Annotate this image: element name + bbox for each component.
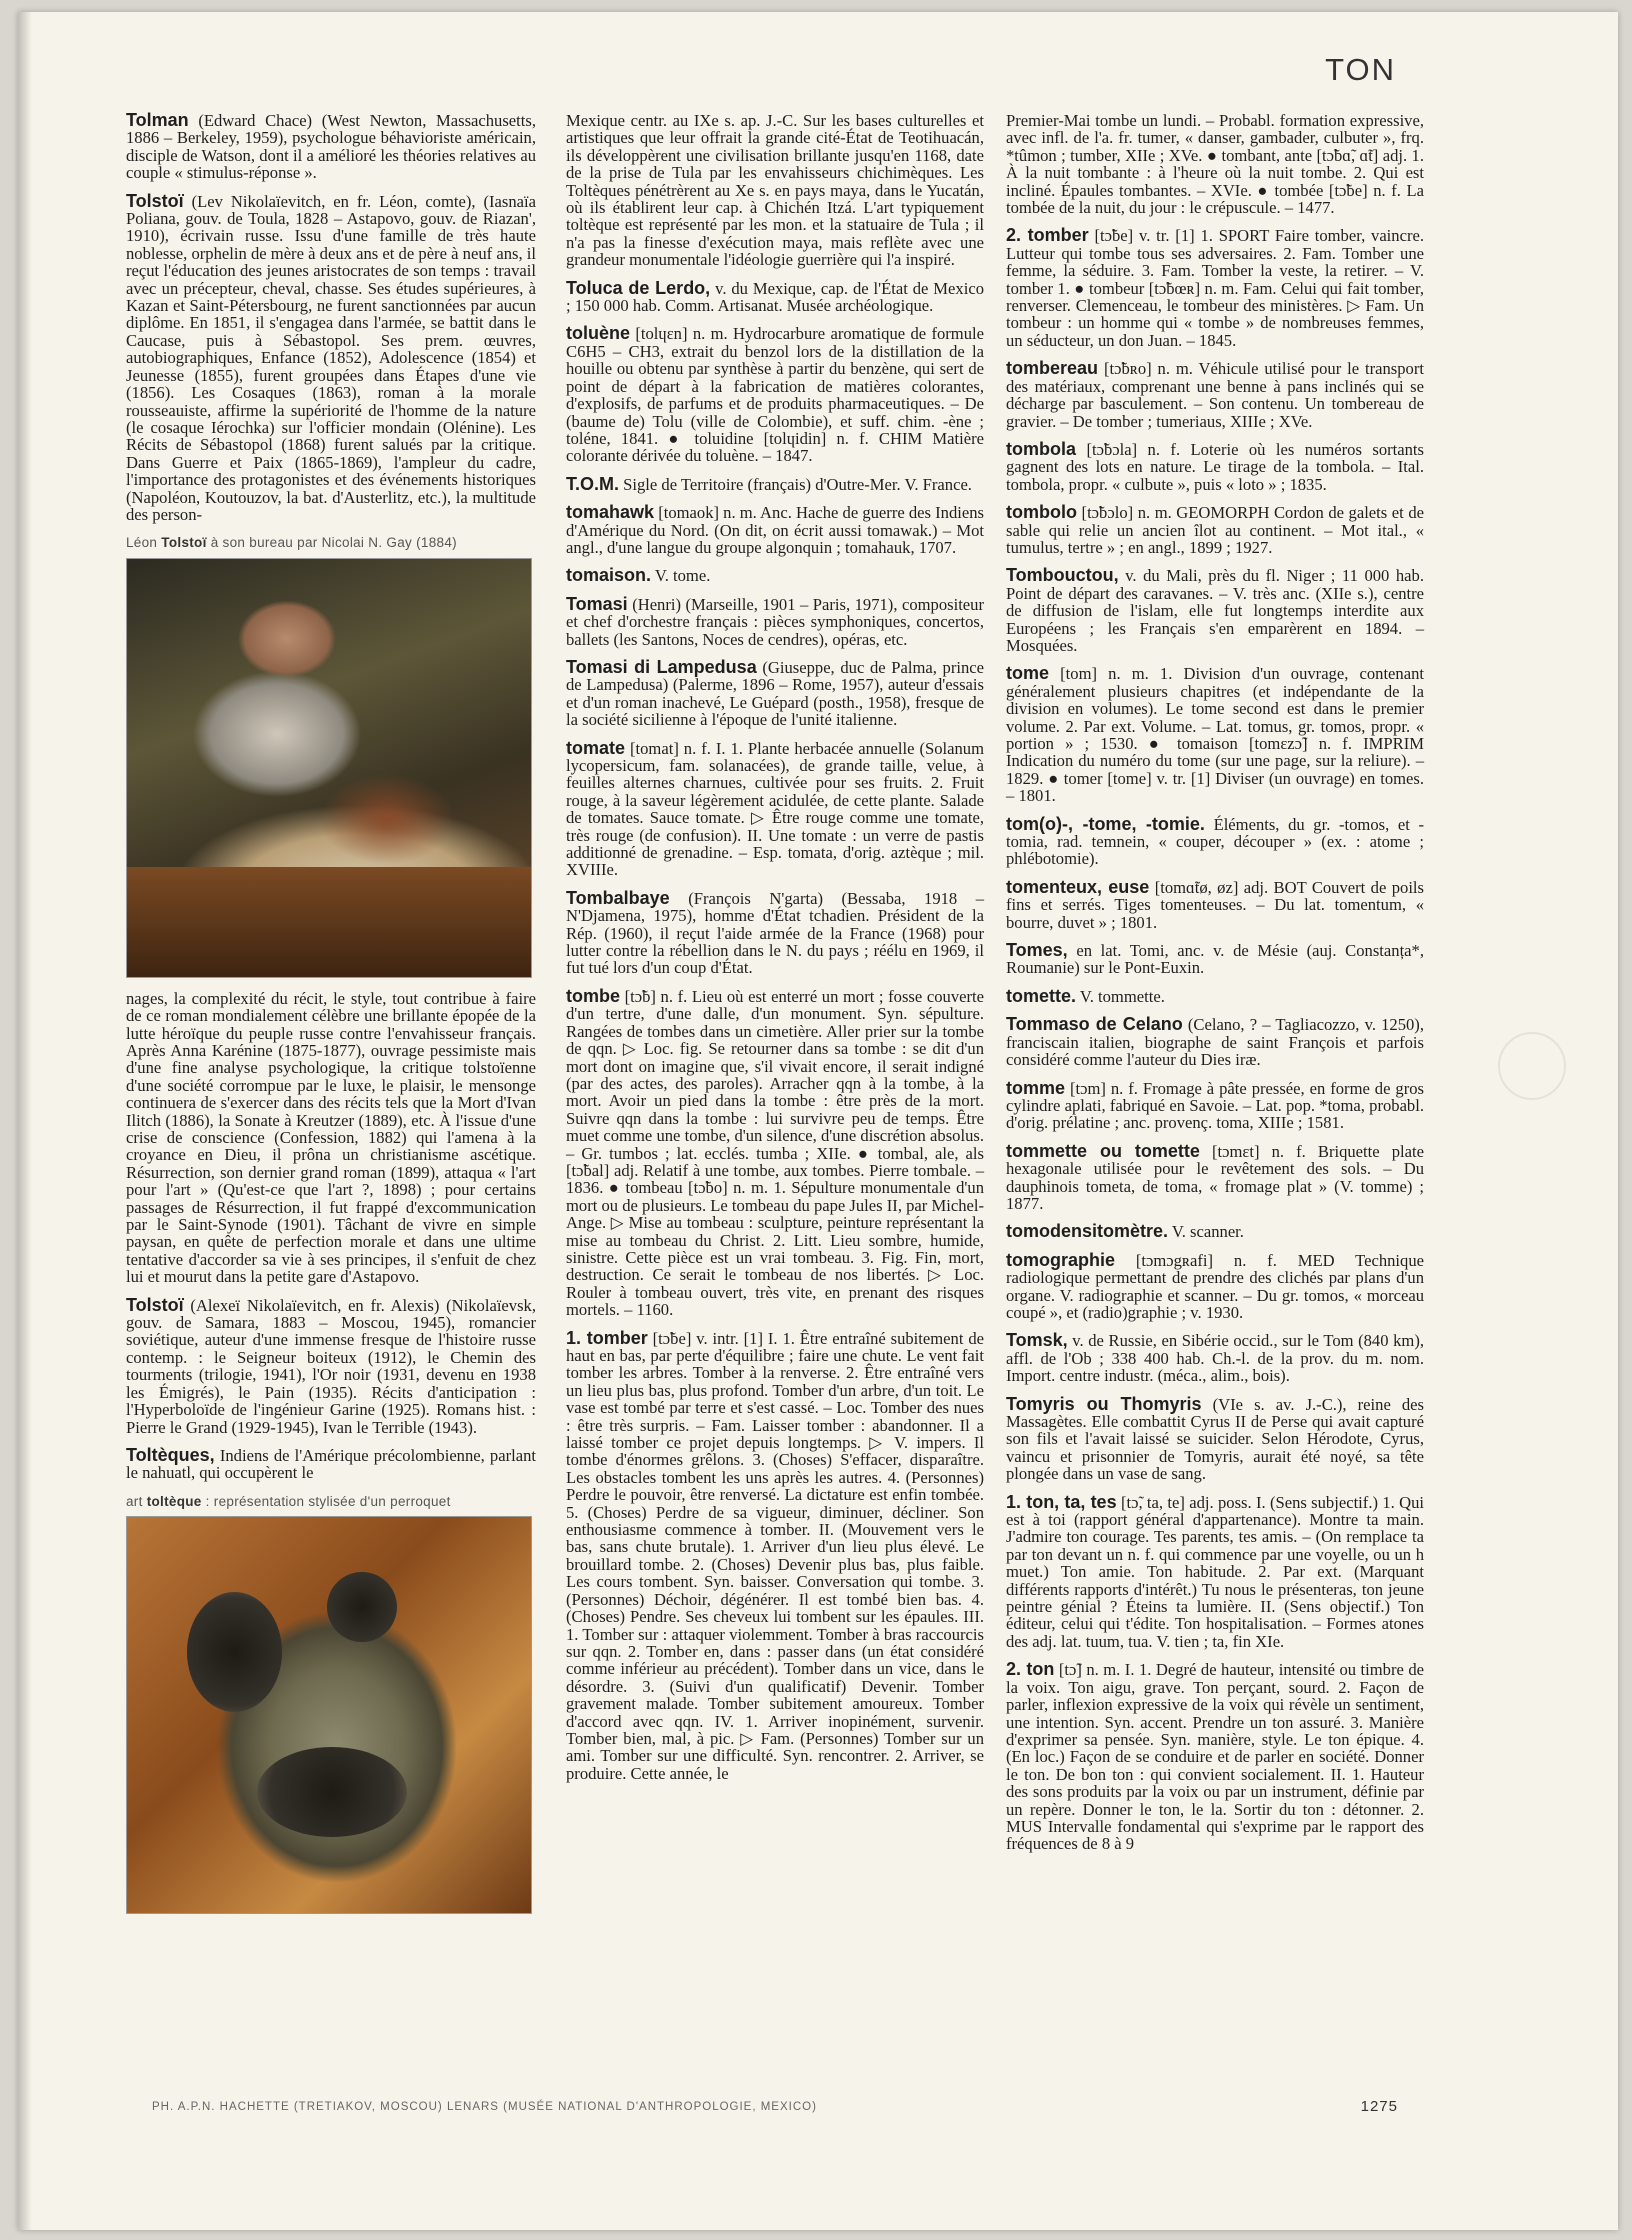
headword: tome (1006, 663, 1050, 684)
headword: tomodensitomètre. (1006, 1221, 1169, 1242)
headword: tombereau (1006, 358, 1099, 379)
entry-tolteques (126, 1444, 537, 1483)
headword: Tomyris ou Thomyris (1006, 1393, 1202, 1414)
headword: Tomasi (566, 593, 628, 614)
entry-tomenteux (1006, 876, 1424, 932)
entry-tommette (1006, 1140, 1424, 1213)
headword: tomate (566, 737, 626, 758)
definition: v. de Russie, en Sibérie occid., sur le Tom (840 km), affl. de l'Ob ; 338 400 hab. Ch.-l. de la prov. du m. nom. Import. centre industr. (méca., alim., bois). (1006, 1331, 1425, 1386)
photo-credit: PH. A.P.N. HACHETTE (TRETIAKOV, MOSCOU) LENARS (MUSÉE NATIONAL D'ANTHROPOLOGIE, MEXICO) (152, 2101, 817, 2113)
definition: [tomat] n. f. I. 1. Plante herbacée annuelle (Solanum lycopersicum, fam. solanacées), de grande taille, velue, à feuilles alternes charnues, cultivée pour ses fruits. 2. Fruit rouge, à la saveur légèrement acidulée, de cette plante. Salade de tomates. Sauce tomate. ▷ Être rouge comme une tomate, très rouge (de confusion). II. Une tomate : un verre de pastis additionné de grenadine. – Esp. tomata, d'orig. aztèque ; mil. XVIIIe. (566, 738, 984, 880)
definition: [tɔ̃be] v. intr. [1] I. 1. Être entraîné subitement de haut en bas, par perte d'équilibre ; faire une chute. Le vent fait tomber les arbres. Tomber à la renverse. 2. Être entraîné vers un lieu plus bas, plus profond. Tomber d'un arbre, d'un toit. Le vase est tombé par terre et s'est cassé. – Loc. Tomber des nues : être très surpris. – Fam. Laisser tomber : abandonner. Il a laissé tomber ce projet depuis longtemps. ▷ V. impers. Il tombe d'énormes grêlons. 3. (Choses) S'effacer, disparaître. Les obstacles tombent les uns après les autres. 4. (Personnes) Perdre le pouvoir, être renversé. La dictature est enfin tombée. 5. (Choses) Perdre de sa vigueur, diminuer, décliner. Son enthousiasme commence à tomber. II. (Mouvement vers le bas, sans chute brutale). 1. Arriver d'un lieu plus élevé. Le brouillard tombe. 2. (Choses) Devenir plus bas, plus faible. Les cours tombent. Syn. baisser. Conversation qui tombe. 3. (Personnes) Déchoir, dégénérer. Il est tombé bien bas. 4. (Choses) Pendre. Ses cheveux lui tombent sur les épaules. III. 1. Tomber sur : attaquer violemment. Tomber à bras raccourcis sur qqn. 2. Tomber en, dans : passer dans (un état considéré comme inférieur au précédent). Tomber dans un vice, dans le désordre. 3. (Suivi d'un qualificatif) Devenir. Tomber gravement malade. Tomber subitement amoureux. Tomber d'accord avec qqn. IV. 1. Arriver inopinément, survenir. Tomber bien, mal, à pic. ▷ Fam. (Personnes) Tomber sur un ami. Tomber sur une difficulté. Syn. rencontrer. 2. Arriver, se produire. Cette année, le (566, 1328, 984, 1783)
headword: Tomes, (1006, 940, 1068, 961)
entry-tom (566, 473, 984, 494)
entry-tomographie (1006, 1249, 1424, 1322)
entry-tomate (566, 737, 984, 880)
headword: Tolstoï (126, 190, 184, 211)
entry-toluene (566, 325, 984, 464)
entry-tomahawk (566, 504, 984, 556)
definition: [tɔmɔgʀafi] n. f. MED Technique radiologique permettant de prendre des clichés par plans d'un organe. V. radiographie et scanner. – Du gr. tomos, « morceau coupé », et (radio)graphie ; v. 1930. (1006, 1250, 1424, 1322)
entry-tolstoi-leon (126, 190, 536, 524)
caption-tolstoi-painting: Léon Tolstoï à son bureau par Nicolai N. Gay (1884) (126, 535, 457, 551)
definition: V. scanner. (1171, 1222, 1244, 1242)
entry-tolstoi-alexei (126, 1294, 536, 1437)
entry-tomodensitometre (1006, 1223, 1424, 1240)
headword: Tomasi di Lampedusa (566, 656, 757, 677)
column-middle (566, 112, 984, 1793)
entry-tommaso-de-celano (1006, 1016, 1424, 1068)
definition: [tɔ̃bɔla] n. f. Loterie où les numéros sortants gagnent des lots en nature. Le tirage de la tombola. – Ital. tombola, propr. « culbute », puis « loto » ; 1835. (1006, 439, 1424, 494)
headword: tom(o)-, -tome, -tomie. (1006, 813, 1205, 834)
column-left (126, 112, 536, 1926)
definition: [tolɥɛn] n. m. Hydrocarbure aromatique de formule C6H5 – CH3, extrait du benzol lors de la distillation de la houille ou obtenu par synthèse à partir du benzène, qui sert de point de départ à la fabrication de matières colorantes, d'explosifs, de parfums et de produits pharmaceutiques. – De (baume de) Tolu (ville de Colombie), et suff. chim. -ène ; toléne, 1841. ● toluidine [tolɥidin] n. f. CHIM Matière colorante dérivée du toluène. – 1847. (566, 324, 984, 466)
definition: (Giuseppe, duc de Palma, prince de Lampedusa) (Palerme, 1896 – Rome, 1957), auteur d'essais et d'un roman inachevé, Le Guépard (posth., 1958), fresque de la société sicilienne à l'époque de l'unité italienne. (566, 657, 984, 730)
definition: (Celano, ? – Tagliacozzo, v. 1250), franciscain italien, biographe de saint François et parfois considéré comme l'auteur du Dies iræ. (1006, 1015, 1424, 1070)
definition: (François N'garta) (Bessaba, 1918 – N'Djamena, 1975), homme d'État tchadien. Président de la Rép. (1960), il reçut l'aide armée de la France (1968) pour lutter contre la rébellion dans le N. du pays ; réélu en 1969, il fut tué lors d'un coup d'État. (566, 888, 984, 978)
painting-portrait-icon (126, 558, 532, 978)
headword: tombe (566, 985, 620, 1006)
definition: [tɔ̃bʀo] n. m. Véhicule utilisé pour le transport des matériaux, comprenant une benne à pans inclinés qui se décharge par basculement. – Son contenu. Un tombereau de gravier. – De tomber ; tumeriaus, XIIIe ; XVe. (1006, 359, 1424, 431)
entry-tomber-1-cont (1006, 112, 1424, 216)
definition: (Alexeï Nikolaïevitch, en fr. Alexis) (Nikolaïevsk, gouv. de Samara, 1883 – Moscou, 1945), romancier soviétique, auteur d'une immense fresque de l'histoire russe contemp. : le Seigneur boiteux (1912), le Chemin des tourments (trilogie, 1941), l'Or noir (1931, devenu en 1938 les Émigrés), le Pain (1935). Récits d'anticipation : l'Hyperboloïde de l'ingénieur Garine (1925). Romans hist. : Pierre le Grand (1929-1945), Ivan le Terrible (1943). (126, 1295, 536, 1437)
headword: Toluca de Lerdo, (566, 277, 711, 298)
definition: V. tome. (654, 566, 711, 586)
entry-tombouctou (1006, 567, 1424, 654)
definition: en lat. Tomi, anc. v. de Mésie (auj. Constanța*, Roumanie) sur le Pont-Euxin. (1006, 941, 1424, 978)
headword: tomographie (1006, 1249, 1116, 1270)
headword: tommette ou tomette (1006, 1140, 1200, 1161)
headword: Tommaso de Celano (1006, 1014, 1183, 1035)
definition: Mexique centr. au IXe s. ap. J.-C. Sur les bases culturelles et artistiques que leur offrait la grande cité-État de Teotihuacán, ils développèrent une civilisation brillante jusqu'en 1168, date de la prise de Tula par les envahisseurs chichimèques. Les Toltèques pénétrèrent au Xe s. en pays maya, dans le Yucatán, où ils établirent leur cap. à Chichén Itzá. L'art typiquement toltèque est représenté par les mon. et la statuaire de Tula ; il n'a pas la finesse d'exécution maya, mais reflète avec une grandeur monumentale l'idéologie guerrière qui l'a inspiré. (566, 111, 984, 270)
entry-tomaison (566, 567, 984, 584)
entry-tomasi-di-lampedusa (566, 656, 984, 730)
definition: [tɔ̃bɔlo] n. m. GEOMORPH Cordon de galets et de sable qui relie un ancien îlot au continent. – Mot ital., « tumulus, tertre » ; en angl., 1899 ; 1927. (1006, 503, 1424, 557)
entry-tolteques-cont (566, 112, 984, 269)
definition: [tomaok] n. m. Anc. Hache de guerre des Indiens d'Amérique du Nord. (On dit, on écrit aussi tomawak.) – Mot angl., d'une langue du groupe algonquin ; tomahauk, 1707. (566, 503, 984, 557)
sculpture-beak (257, 1747, 407, 1837)
definition: v. du Mexique, cap. de l'État de Mexico ; 150 000 hab. Comm. Artisanat. Musée archéologique. (566, 278, 984, 316)
headword: tomahawk (566, 502, 655, 523)
headword: tombolo (1006, 502, 1077, 523)
entry-tomber-1 (566, 1327, 984, 1783)
definition: (Henri) (Marseille, 1901 – Paris, 1971), compositeur et chef d'orchestre français : pièces symphoniques, concertos, ballets (les Santons, Noces de cendres), opéras, etc. (566, 594, 984, 649)
definition: [tɔmɛt] n. f. Briquette plate hexagonale utilisée pour le revêtement des sols. – Du dauphinois tometa, de toma, « fromage plat » (V. tomme) ; 1877. (1006, 1141, 1424, 1213)
headword: 2. tomber (1006, 225, 1089, 246)
margin-ring-mark (1498, 1032, 1566, 1100)
desk-detail (127, 867, 531, 977)
headword: Tomsk, (1006, 1330, 1068, 1351)
headword: tomme (1006, 1077, 1066, 1098)
definition: nages, la complexité du récit, le style, tout contribue à faire de ce roman mondialement célèbre une brillante épopée de la lutte héroïque du peuple russe contre l'envahisseur français. Après Anna Karénine (1875-1877), ouvrage pessimiste mais d'une fine analyse psychologique, la critique tolstoïenne d'une société corrompue par le luxe, le plaisir, le mensonge continuera de s'exercer dans des récits tels que la Mort d'Ivan Ilitch (1886), la Sonate à Kreutzer (1889), etc. À l'issue d'une crise de conscience (Confession, 1882) qui l'amena à la croyance en Dieu, il prôna un christianisme ascétique. Résurrection, son dernier grand roman (1899), attaqua « l'art pour l'art » (Qu'est-ce que l'art ?, 1898) ; pour certains passages de Résurrection, il fut frappé d'excommunication par le Saint-Synode (1901). Tâchant de vivre en simple paysan, en quête de perfection morale et dans une ultime tentative d'accorder sa vie à ses principes, il s'enfuit de chez lui et mourut dans la petite gare d'Astapovo. (126, 988, 536, 1287)
sculpture-eye-right (327, 1572, 397, 1642)
headword: 1. tomber (566, 1327, 648, 1348)
entry-tolstoi-leon-cont (126, 990, 536, 1286)
definition: [tɔ̃, ta, te] adj. poss. I. (Sens subjectif.) 1. Qui est à toi (rapport général d'appartenance). Montre ta main. J'admire ton courage. Tes parents, tes amis. – (On remplace ta par ton devant un n. f. qui commence par une voyelle, ou un h muet.) Ton amie. Ton habitude. 2. Par ext. (Marquant différents rapports d'intérêt.) Tu nous le présenteras, ton jeune peintre génial ? Éteins ta lumière. II. (Sens objectif.) Ton éditeur, celui qui t'édite. Ton hospitalisation. – Formes atones des adj. lat. tuum, tua. V. tien ; ta, fin XIe. (1006, 1492, 1424, 1651)
binding-shadow (18, 12, 32, 2230)
definition: [tomɑ̃tø, øz] adj. BOT Couvert de poils fins et serrés. Tiges tomenteuses. – Du lat. tomentum, « bourre, duvet » ; 1801. (1006, 877, 1424, 932)
headword: Tombouctou, (1006, 565, 1119, 586)
headword: Tombalbaye (566, 887, 670, 908)
definition: (Edward Chace) (West Newton, Massachusetts, 1886 – Berkeley, 1959), psychologue béhavioriste américain, disciple de Watson, dont il a amélioré les théories relatives au couple « stimulus-réponse ». (126, 111, 536, 183)
headword: 1. ton, ta, tes (1006, 1491, 1117, 1512)
dictionary-page (18, 12, 1618, 2230)
headword: Tolman (126, 110, 189, 130)
entry-ton-1 (1006, 1491, 1424, 1651)
entry-tomme (1006, 1077, 1424, 1133)
entry-tombalbaye (566, 887, 984, 978)
definition: Indiens de l'Amérique précolombienne, parlant le nahuatl, qui occupèrent le (126, 1445, 537, 1483)
definition: Premier-Mai tombe un lundi. – Probabl. formation expressive, avec infl. de l'a. fr. tumer, « danser, gambader, culbuter », frq. *tûmon ; tumber, XIIe ; XVe. ● tombant, ante [tɔ̃bɑ̃, ɑ̃t] adj. 1. À la nuit tombante : à l'heure où la nuit tombe. 2. Qui est incliné. Épaules tombantes. – XVIe. ● tombée [tɔ̃be] n. f. La tombée de la nuit, du jour : le crépuscule. – 1477. (1006, 111, 1424, 218)
entry-tomyris (1006, 1393, 1425, 1484)
definition: Éléments, du gr. -tomos, et -tomia, rad. temnein, « couper, découper » (ex. : atome ; phlébotomie). (1006, 814, 1424, 869)
caption-tolteque-sculpture: art toltèque : représentation stylisée d'un perroquet (126, 1493, 451, 1509)
entry-tombolo (1006, 504, 1424, 556)
headword: tomenteux, euse (1006, 876, 1150, 897)
definition: (Lev Nikolaïevitch, en fr. Léon, comte), (Iasnaïa Poliana, gouv. de Toula, 1828 – Astapovo, gouv. de Riazan', 1910), écrivain russe. Issu d'une famille de très haute noblesse, orphelin de mère à deux ans et de père à neuf ans, il reçut l'éducation des jeunes aristocrates de son temps : travail avec un précepteur, cheval, chasse. Ses études supérieures, à Kazan et Saint-Pétersbourg, ne furent sanctionnées par aucun diplôme. En 1851, il s'engagea dans l'armée, se battit dans le Caucase, puis à Sébastopol. Ses prem. œuvres, autobiographiques, Enfance (1852), Adolescence (1854) et Jeunesse (1855), furent groupées dans Étapes d'une vie (1856). Les Cosaques (1863), roman à la morale rousseauiste, affirme la supériorité de l'homme de la nature (le cosaque Iérochka) sur l'officier mondain (Olénine). Les Récits de Sébastopol (1868) furent salués par la critique. Dans Guerre et Paix (1865-1869), l'ampleur du cadre, l'importance des protagonistes et des événements historiques (Napoléon, Koutouzov, la bat. d'Austerlitz, etc.), la multitude des person- (126, 191, 536, 524)
definition: Sigle de Territoire (français) d'Outre-Mer. V. France. (623, 474, 972, 494)
definition: [tɔ̃] n. m. I. 1. Degré de hauteur, intensité ou timbre de la voix. Ton aigu, grave. Ton perçant, sourd. 2. Façon de parler, inflexion expressive de la voix qui révèle un sentiment, une intention. Syn. accent. Prendre un ton assuré. 3. Manière d'exprimer sa pensée. Syn. manière, style. Le ton épique. 4. (En loc.) Façon de se conduire et de parler en société. Donner le ton. De bon ton : qui convient socialement. II. 1. Hauteur des sons produits par la voix ou par un instrument, définie par un repère. Donner le ton, le la. Sortir du ton : détonner. 2. MUS Intervalle fondamental qui s'exprime par le rapport des fréquences de 8 à 9 (1006, 1660, 1425, 1854)
headword: 2. ton (1006, 1659, 1055, 1680)
definition: [tɔm] n. f. Fromage à pâte pressée, en forme de gros cylindre aplati, fabriqué en Savoie. – Lat. pop. *toma, probabl. d'orig. prélatine ; anc. provenç. toma, XIIIe ; 1581. (1006, 1078, 1424, 1133)
entry-tome (1006, 665, 1424, 804)
headword: tomette. (1006, 985, 1077, 1006)
entry-tombereau (1006, 360, 1424, 430)
definition: [tɔ̃b] n. f. Lieu où est enterré un mort ; fosse couverte d'un tertre, d'une dalle, d'un monument. Syn. sépulture. Rangées de tombes dans un cimetière. Aller prier sur la tombe de qqn. ▷ Loc. fig. Se retourner dans sa tombe : se dit d'un mort dont on imagine que, s'il vivait encore, il serait indigné (par des actes, des paroles). Arracher qqn à la tombe, à la mort. Avoir un pied dans la tombe : être près de la mort. Suivre qqn dans la tombe : lui survivre peu de temps. Être muet comme une tombe, d'un silence, d'une discrétion absolus. – Gr. tumbos ; lat. ecclés. tumba ; XIIe. ● tombal, ale, als [tɔ̃bal] adj. Relatif à une tombe, aux tombes. Pierre tombale. – 1836. ● tombeau [tɔ̃bo] n. m. 1. Sépulture monumentale d'un mort ou de plusieurs. Le tombeau du pape Jules II, par Michel-Ange. ▷ Mise au tombeau : sculpture, peinture représentant la mise au tombeau du Christ. 2. Litt. Lieu sombre, humide, sinistre. Cette pièce est un vrai tombeau. 3. Fig. Fin, mort, destruction. Ce serait le tombeau de nos libertés. ▷ Loc. Rouler à tombeau ouvert, très vite, en prenant des risques mortels. – 1160. (566, 986, 984, 1320)
definition: v. du Mali, près du fl. Niger ; 11 000 hab. Point de départ des caravanes. – V. très anc. (XIIe s.), centre de diffusion de l'islam, elle fut longtemps interdite aux Européens ; les Français s'en emparèrent en 1894. – Mosquées. (1006, 566, 1424, 655)
headword: T.O.M. (566, 473, 619, 494)
column-right (1006, 112, 1424, 1864)
definition: V. tommette. (1079, 986, 1165, 1006)
headword: Tolstoï (126, 1294, 184, 1315)
entry-tomsk (1006, 1332, 1424, 1384)
entry-tombola (1006, 438, 1424, 494)
page-number: 1275 (1360, 2098, 1398, 2115)
entry-tomes (1006, 942, 1424, 977)
entry-tomo (1006, 813, 1424, 869)
entry-toluca (566, 277, 984, 316)
entry-tombe (566, 985, 984, 1320)
headword: tomaison. (566, 565, 652, 586)
entry-tomber-2 (1006, 227, 1424, 349)
sculpture-eye-left (187, 1592, 282, 1712)
entry-ton-2 (1006, 1661, 1424, 1852)
entry-tomette (1006, 985, 1424, 1006)
headword: toluène (566, 323, 631, 344)
running-head: TON (1325, 52, 1396, 87)
headword: tombola (1006, 438, 1076, 459)
entry-tolman (126, 112, 536, 182)
definition: (VIe s. av. J.-C.), reine des Massagètes. Elle combattit Cyrus II de Perse qui avait capturé son fils et l'avait laissé se suicider. Selon Hérodote, Cyrus, vaincu et prisonnier de Tomyris, aurait été noyé, sa tête plongée dans un vase de sang. (1006, 1394, 1425, 1484)
stone-sculpture-icon (126, 1516, 532, 1914)
definition: [tɔ̃be] v. tr. [1] 1. SPORT Faire tomber, vaincre. Lutteur qui tombe tous ses adversaires. 2. Fam. Tomber une femme, la séduire. 3. Fam. Tomber la veste, la retirer. – V. tomber 1. ● tombeur [tɔ̃bœʀ] n. m. Fam. Celui qui fait tomber, renverser. Clemenceau, le tombeur des ministères. ▷ Fam. Un tombeur : un homme qui « tombe » de nombreuses femmes, un séducteur, un don Juan. – 1845. (1006, 226, 1424, 350)
entry-tomasi (566, 593, 984, 649)
definition: [tom] n. m. 1. Division d'un ouvrage, contenant généralement plusieurs chapitres (et indépendante de la division en volumes). Le tome second est dans le premier volume. 2. Par ext. Volume. – Lat. tomus, gr. tomos, propr. « portion » ; 1530. ● tomaison [tomɛzɔ̃] n. f. IMPRIM Indication du numéro du tome (sur une page, sur la reliure). – 1829. ● tomer [tome] v. tr. [1] Diviser (un ouvrage) en tomes. – 1801. (1006, 664, 1424, 806)
headword: Toltèques, (126, 1444, 215, 1465)
